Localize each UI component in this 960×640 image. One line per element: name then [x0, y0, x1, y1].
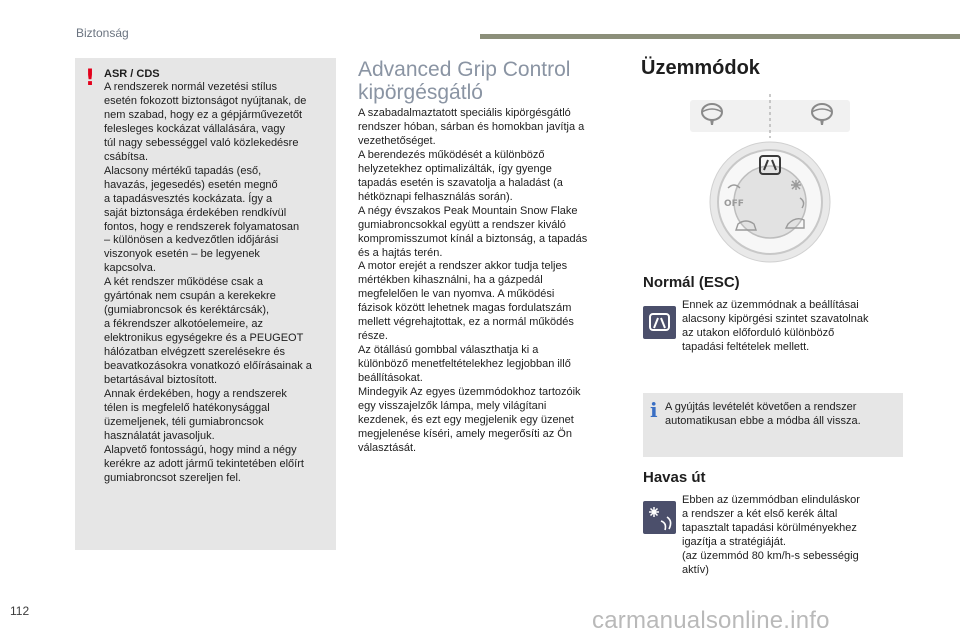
info-box: [643, 393, 903, 457]
section-label: Biztonság: [76, 26, 129, 40]
grip-control-body: A szabadalmaztatott speciális kipörgésgátló rendszer hóban, sárban és homokban javítja a vezethetőséget. A berendezés működését a különböző helyzetekhez optimalizálták, így gyenge tapadás esetén is szavatolja a haladást (a hétköznapi felhasználás során). A négy évszakos Peak Mountain Snow Flake gumiabroncsokkal együtt a rendszer kiváló kompromisszumot kínál a biztonság, a tapadás és a hajtás terén. A motor erejét a rendszer akkor tudja teljes mértékben kihasználni, ha a gázpedál megfelelően le van nyomva. A működési fázisok között lehetnek magas fordulatszám mellett végrehajtottak, ez a normál működés része. Az ötállású gombbal választhatja ki a különböző menetfeltételekhez legjobban illő beállításokat. Mindegyik Az egyes üzemmódokhoz tartozóik egy visszajelzők lámpa, mely világítani kezdenek, és ezt egy megjelenik egy üzenet megjelenése kíséri, amely megerősíti az Ön választását.: [358, 107, 588, 454]
snow-mode-icon: [643, 501, 676, 534]
info-text: A gyújtás levételét követően a rendszer automatikusan ebbe a módba áll vissza.: [665, 401, 861, 427]
warning-icon: !: [85, 66, 96, 91]
header-rule: [480, 34, 960, 39]
warning-body: A rendszerek normál vezetési stílus esetén fokozott biztonságot nyújtanak, de nem szabad, hogy ez a gépjárművezetőt felesleges kockázat vállalására, vagy túl nagy sebességgel való közlekedésre csábítsa. Alacsony mértékű tapadás (eső, havazás, jegesedés) esetén megnő a tapadásvesztés kockázata. Így a saját biztonsága érdekében rendkívül fontos, hogy e rendszerek folyamatosan – különösen a kedvezőtlen időjárási viszonyok esetén – be legyenek kapcsolva. A két rendszer működése csak a gyártónak nem csupán a kerekekre (gumiabroncsok és keréktárcsák), a fékrendszer alkotóelemeire, az elektronikus egységekre és a PEUGEOT hálózatban elvégzett szerelésekre és beavatkozásokra vonatkozó előírásainak a betartásával biztosított. Annak érdekében, hogy a rendszerek télen is megfelelő hatékonysággal üzemeljenek, téli gumiabroncsok használatát javasoljuk. Alapvető fontosságú, hogy mind a négy kerékre az adott jármű tekintetében előírt gumiabroncsot szereljen fel.: [104, 81, 312, 484]
watermark: carmanualsonline.info: [592, 607, 830, 634]
warning-box: [75, 58, 336, 550]
snow-mode-text: Ebben az üzemmódban elinduláskor a rendszer a két első kerék által tapasztalt tapadási körülményekhez igazítja a stratégiáját. (az üzemmód 80 km/h-s sebességig aktív): [682, 494, 860, 576]
warning-title: ASR / CDS: [104, 68, 160, 80]
subtitle-normal-esc: Normál (ESC): [643, 274, 740, 291]
normal-mode-text: Ennek az üzemmódnak a beállításai alacsony kipörgési szintet szavatolnak az utakon előforduló különböző tapadási feltételek mellett.: [682, 299, 869, 353]
section-title-modes: Üzemmódok: [641, 57, 760, 79]
esc-mode-icon: [643, 306, 676, 339]
subtitle-snow: Havas út: [643, 469, 706, 486]
section-title-grip-control: Advanced Grip Control kipörgésgátló: [358, 58, 571, 104]
svg-text:OFF: OFF: [724, 199, 744, 209]
page-number: 112: [10, 604, 30, 618]
info-icon: i: [650, 398, 658, 422]
mode-selector-dial-illustration: [690, 94, 850, 264]
dial-svg: [690, 94, 850, 264]
